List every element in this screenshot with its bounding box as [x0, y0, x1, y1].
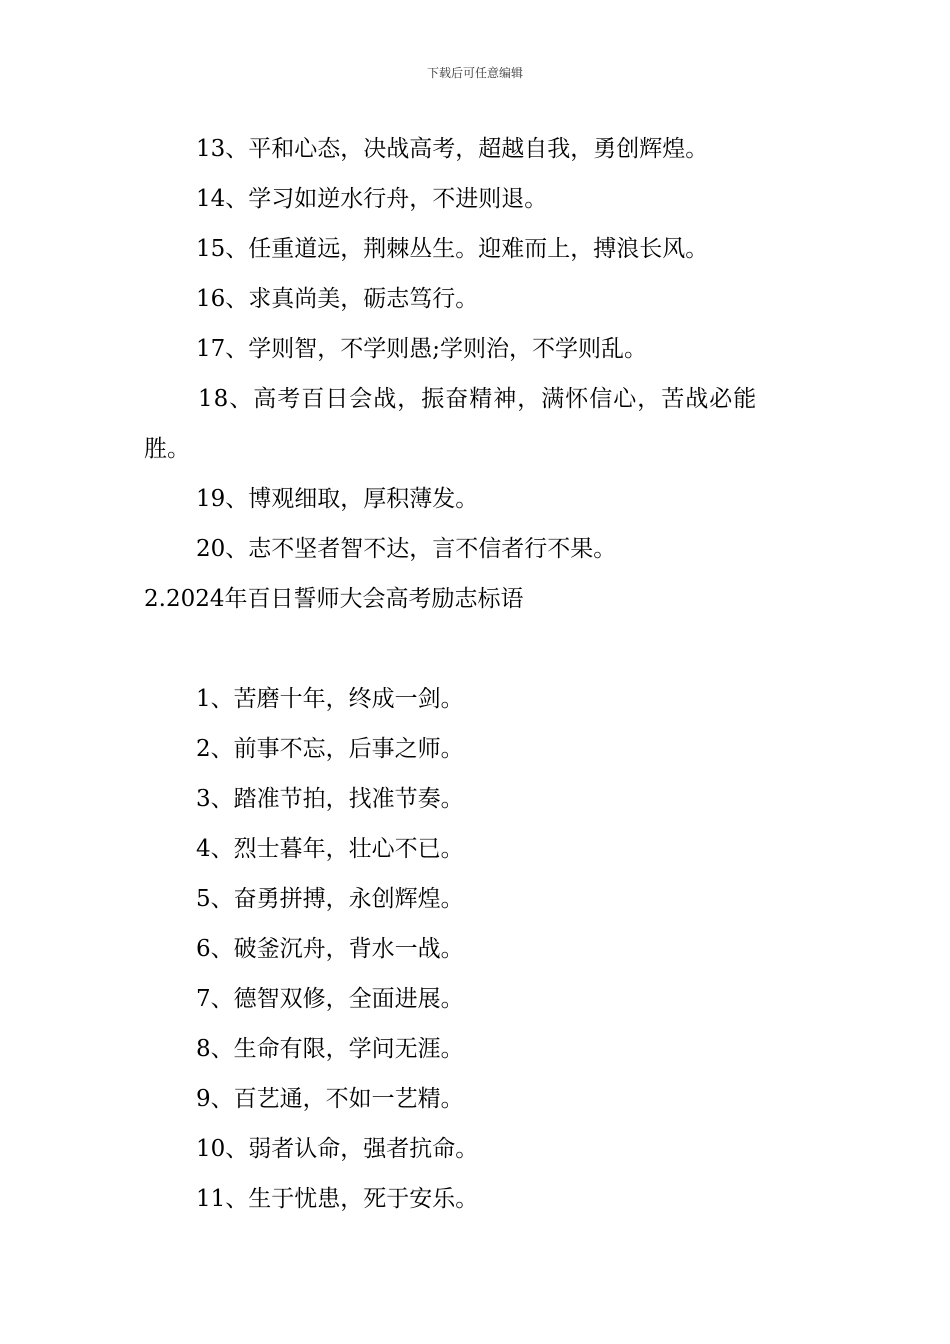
list-item: 10、弱者认命，强者抗命。 — [196, 1136, 479, 1162]
list-item: 5、奋勇拼搏，永创辉煌。 — [196, 886, 464, 912]
list-item: 8、生命有限，学问无涯。 — [196, 1036, 464, 1062]
list-item: 1、苦磨十年，终成一剑。 — [196, 686, 464, 712]
list-item: 17、学则智，不学则愚;学则治，不学则乱。 — [196, 336, 648, 362]
list-item-wrapped-first-line: 18、高考百日会战，振奋精神，满怀信心，苦战必能 — [198, 386, 758, 412]
section-heading: 2.2024年百日誓师大会高考励志标语 — [144, 586, 524, 612]
list-item-wrapped-second-line: 胜。 — [144, 436, 190, 462]
list-item: 7、德智双修，全面进展。 — [196, 986, 464, 1012]
list-item: 6、破釜沉舟，背水一战。 — [196, 936, 464, 962]
list-item: 15、任重道远，荆棘丛生。迎难而上，搏浪长风。 — [196, 236, 709, 262]
list-item: 9、百艺通，不如一艺精。 — [196, 1086, 464, 1112]
list-item: 11、生于忧患，死于安乐。 — [196, 1186, 479, 1212]
list-item: 19、博观细取，厚积薄发。 — [196, 486, 479, 512]
page-header-note: 下载后可任意编辑 — [426, 66, 523, 80]
list-item: 4、烈士暮年，壮心不已。 — [196, 836, 464, 862]
document-body — [144, 124, 809, 1224]
blank-line — [144, 624, 809, 674]
list-item: 16、求真尚美，砺志笃行。 — [196, 286, 479, 312]
list-item: 13、平和心态，决战高考，超越自我，勇创辉煌。 — [196, 136, 709, 162]
list-item: 2、前事不忘，后事之师。 — [196, 736, 464, 762]
list-item: 14、学习如逆水行舟，不进则退。 — [196, 186, 548, 212]
list-item: 3、踏准节拍，找准节奏。 — [196, 786, 464, 812]
list-item: 20、志不坚者智不达，言不信者行不果。 — [196, 536, 617, 562]
